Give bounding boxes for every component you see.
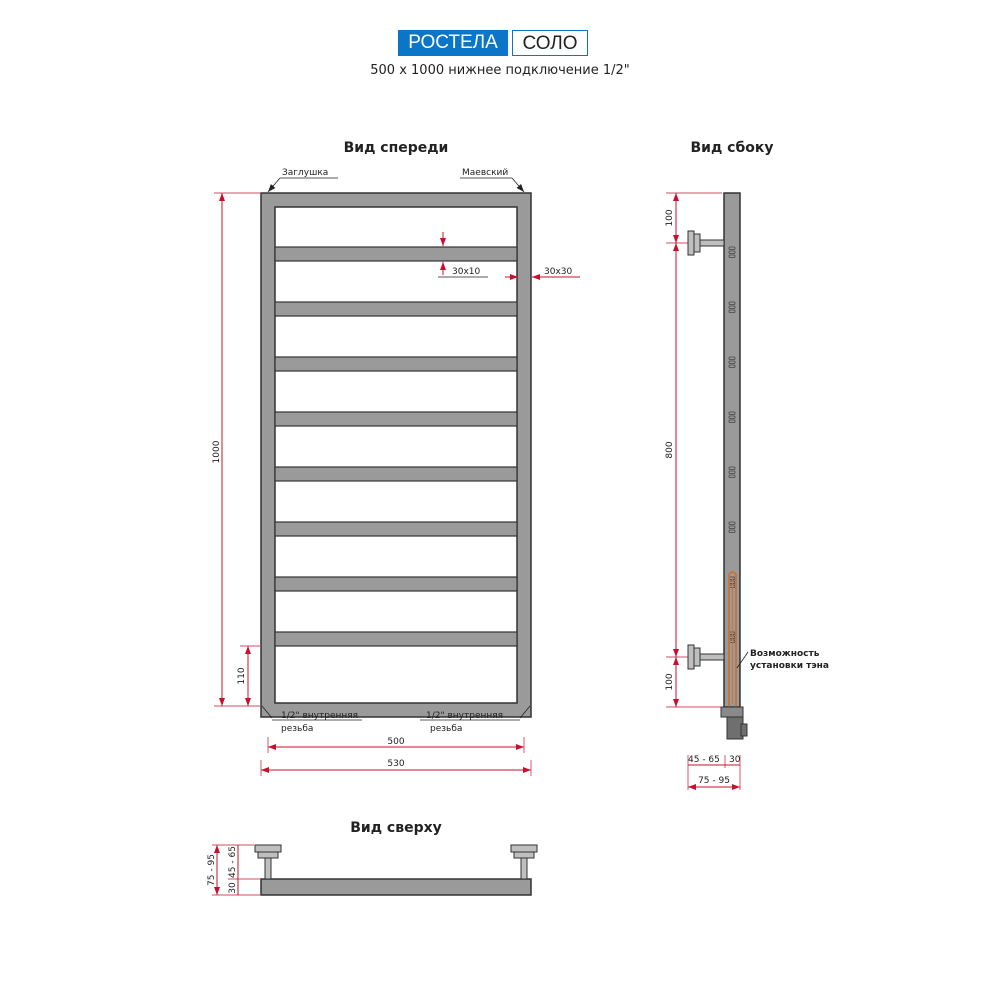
mount-span-dimension: 800 [665, 441, 675, 459]
side-top-offset: 100 [665, 209, 675, 227]
front-view [212, 168, 580, 776]
towel-rail-rungs [275, 247, 517, 646]
bottom-offset-dimension: 110 [237, 667, 247, 685]
side-view-title: Вид сбоку [690, 140, 774, 156]
right-thread-label-2: резьба [430, 724, 463, 734]
top-profile-bar [261, 879, 531, 895]
rung-6 [275, 522, 517, 536]
air-vent-label: Маевский [462, 168, 509, 178]
top-total-depth: 75 - 95 [207, 854, 217, 886]
rung-5 [275, 467, 517, 481]
rung-8 [275, 632, 517, 646]
left-thread-label-2: резьба [281, 724, 314, 734]
side-total-depth: 75 - 95 [698, 776, 730, 786]
rung-4 [275, 412, 517, 426]
left-top-bracket [255, 845, 281, 879]
outer-width-dimension: 530 [387, 759, 405, 769]
side-depth-30: 30 [729, 755, 741, 765]
rung-1 [275, 247, 517, 261]
rung-2 [275, 302, 517, 316]
left-thread-label: 1/2" внутренняя [281, 711, 359, 721]
brand-logo: РОСТЕЛА [398, 30, 508, 56]
height-dimension: 1000 [212, 440, 222, 464]
side-depth-range: 45 - 65 [688, 755, 720, 765]
right-thread-label: 1/2" внутренняя [426, 711, 504, 721]
bottom-connection [721, 707, 747, 739]
top-view [207, 845, 537, 895]
top-depth-30: 30 [228, 882, 238, 894]
side-bottom-offset: 100 [665, 673, 675, 691]
rung-3 [275, 357, 517, 371]
top-wall-bracket [688, 231, 724, 255]
top-view-title: Вид сверху [350, 820, 442, 836]
frame-profile-label: 30x30 [544, 267, 573, 277]
product-subtitle: 500 x 1000 нижнее подключение 1/2" [370, 63, 630, 78]
front-view-title: Вид спереди [343, 140, 449, 156]
right-top-bracket [511, 845, 537, 879]
rung-profile-label: 30x10 [452, 267, 481, 277]
bottom-wall-bracket [688, 645, 724, 669]
top-depth-range: 45 - 65 [228, 846, 238, 878]
inner-width-dimension: 500 [387, 737, 405, 747]
heater-note: Возможность [750, 649, 820, 659]
side-view [665, 193, 829, 790]
rung-7 [275, 577, 517, 591]
model-name: СОЛО [512, 30, 588, 56]
cap-label: Заглушка [282, 168, 329, 178]
heater-note-2: установки тэна [750, 661, 829, 671]
